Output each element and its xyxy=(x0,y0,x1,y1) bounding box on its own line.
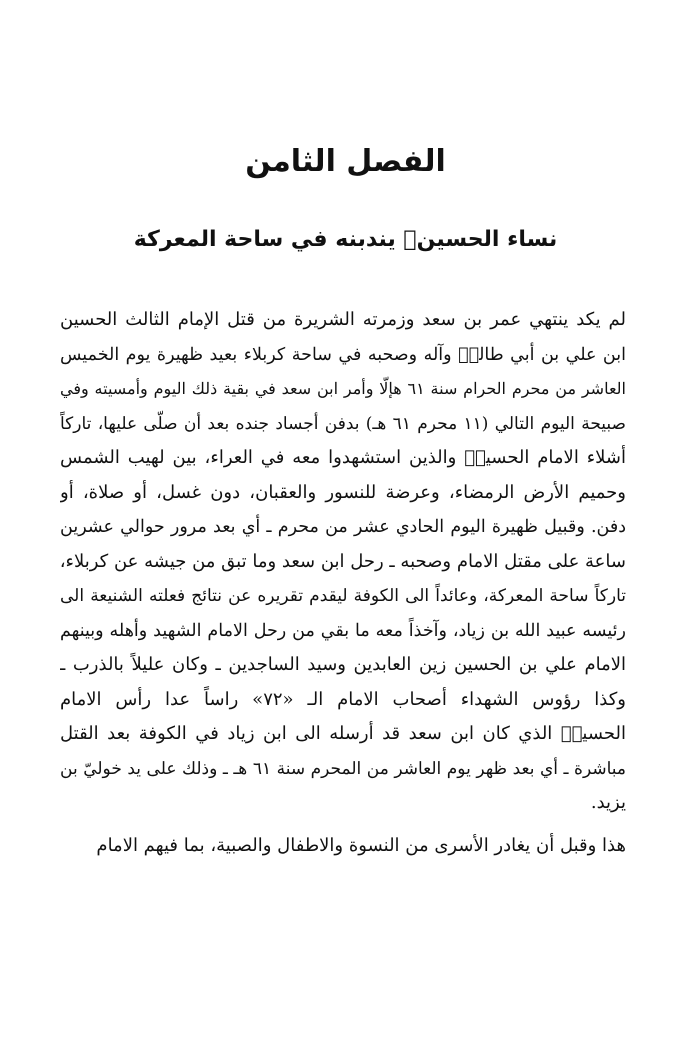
text-line: هذا وقبل أن يغادر الأسرى من النسوة والاطفال والصبية، بما فيهم الامام xyxy=(96,834,626,856)
text-line: الامام علي بن الحسين زين العابدين وسيد الساجدين ـ وكان عليلاً بالذرب ـ xyxy=(60,654,626,675)
text-line: وكذا رؤوس الشهداء أصحاب الامام الـ «٧٢» راساً عدا رأس الامام xyxy=(60,688,626,710)
text-line: الحسينؑ الذي كان ابن سعد قد أرسله الى ابن زياد في الكوفة بعد القتل xyxy=(60,723,626,744)
paragraph-gap xyxy=(60,821,626,829)
text-line: يزيد. xyxy=(590,792,626,813)
text-line: صبيحة اليوم التالي (١١ محرم ٦١ هـ) بدفن أجساد جنده بعد أن صلّى عليها، تاركاً xyxy=(60,413,626,434)
text-line: رئيسه عبيد الله بن زياد، وآخذاً معه ما بقي من رحل الامام الشهيد وأهله وبينهم xyxy=(60,620,626,641)
body-text xyxy=(60,303,626,863)
text-line: دفن. وقبيل ظهيرة اليوم الحادي عشر من محرم ـ أي بعد مرور حوالي عشرين xyxy=(60,517,626,537)
text-line: ساعة على مقتل الامام وصحبه ـ رحل ابن سعد وما تبق من جيشه عن كربلاء، xyxy=(60,550,626,572)
chapter-title: الفصل الثامن xyxy=(245,144,446,179)
paragraph xyxy=(60,303,626,821)
text-line: لم يكد ينتهي عمر بن سعد وزمرته الشريرة من قتل الإمام الثالث الحسين xyxy=(60,309,626,330)
text-line: العاشر من محرم الحرام سنة ٦١ هإلّا وأمر ابن سعد في بقية ذلك اليوم وأمسيته وفي xyxy=(60,379,626,398)
text-line: أشلاء الامام الحسينؑ والذين استشهدوا معه في العراء، بين لهيب الشمس xyxy=(60,447,626,468)
text-line: ابن علي بن أبي طالبؑ وآله وصحبه في ساحة كربلاء بعيد ظهيرة يوم الخميس xyxy=(60,344,626,365)
text-line: مباشرة ـ أي بعد ظهر يوم العاشر من المحرم سنة ٦١ هـ ـ وذلك على يد خوليّ بن xyxy=(60,758,626,779)
chapter-subtitle: نساء الحسينؑ يندبنه في ساحة المعركة xyxy=(133,227,558,252)
text-line: وحميم الأرض الرمضاء، وعرضة للنسور والعقبان، دون غسل، أو صلاة، أو xyxy=(60,481,626,503)
paragraph xyxy=(60,829,626,864)
text-line: تاركاً ساحة المعركة، وعائداً الى الكوفة ليقدم تقريره عن نتائج فعلته الشنيعة الى xyxy=(60,586,626,606)
